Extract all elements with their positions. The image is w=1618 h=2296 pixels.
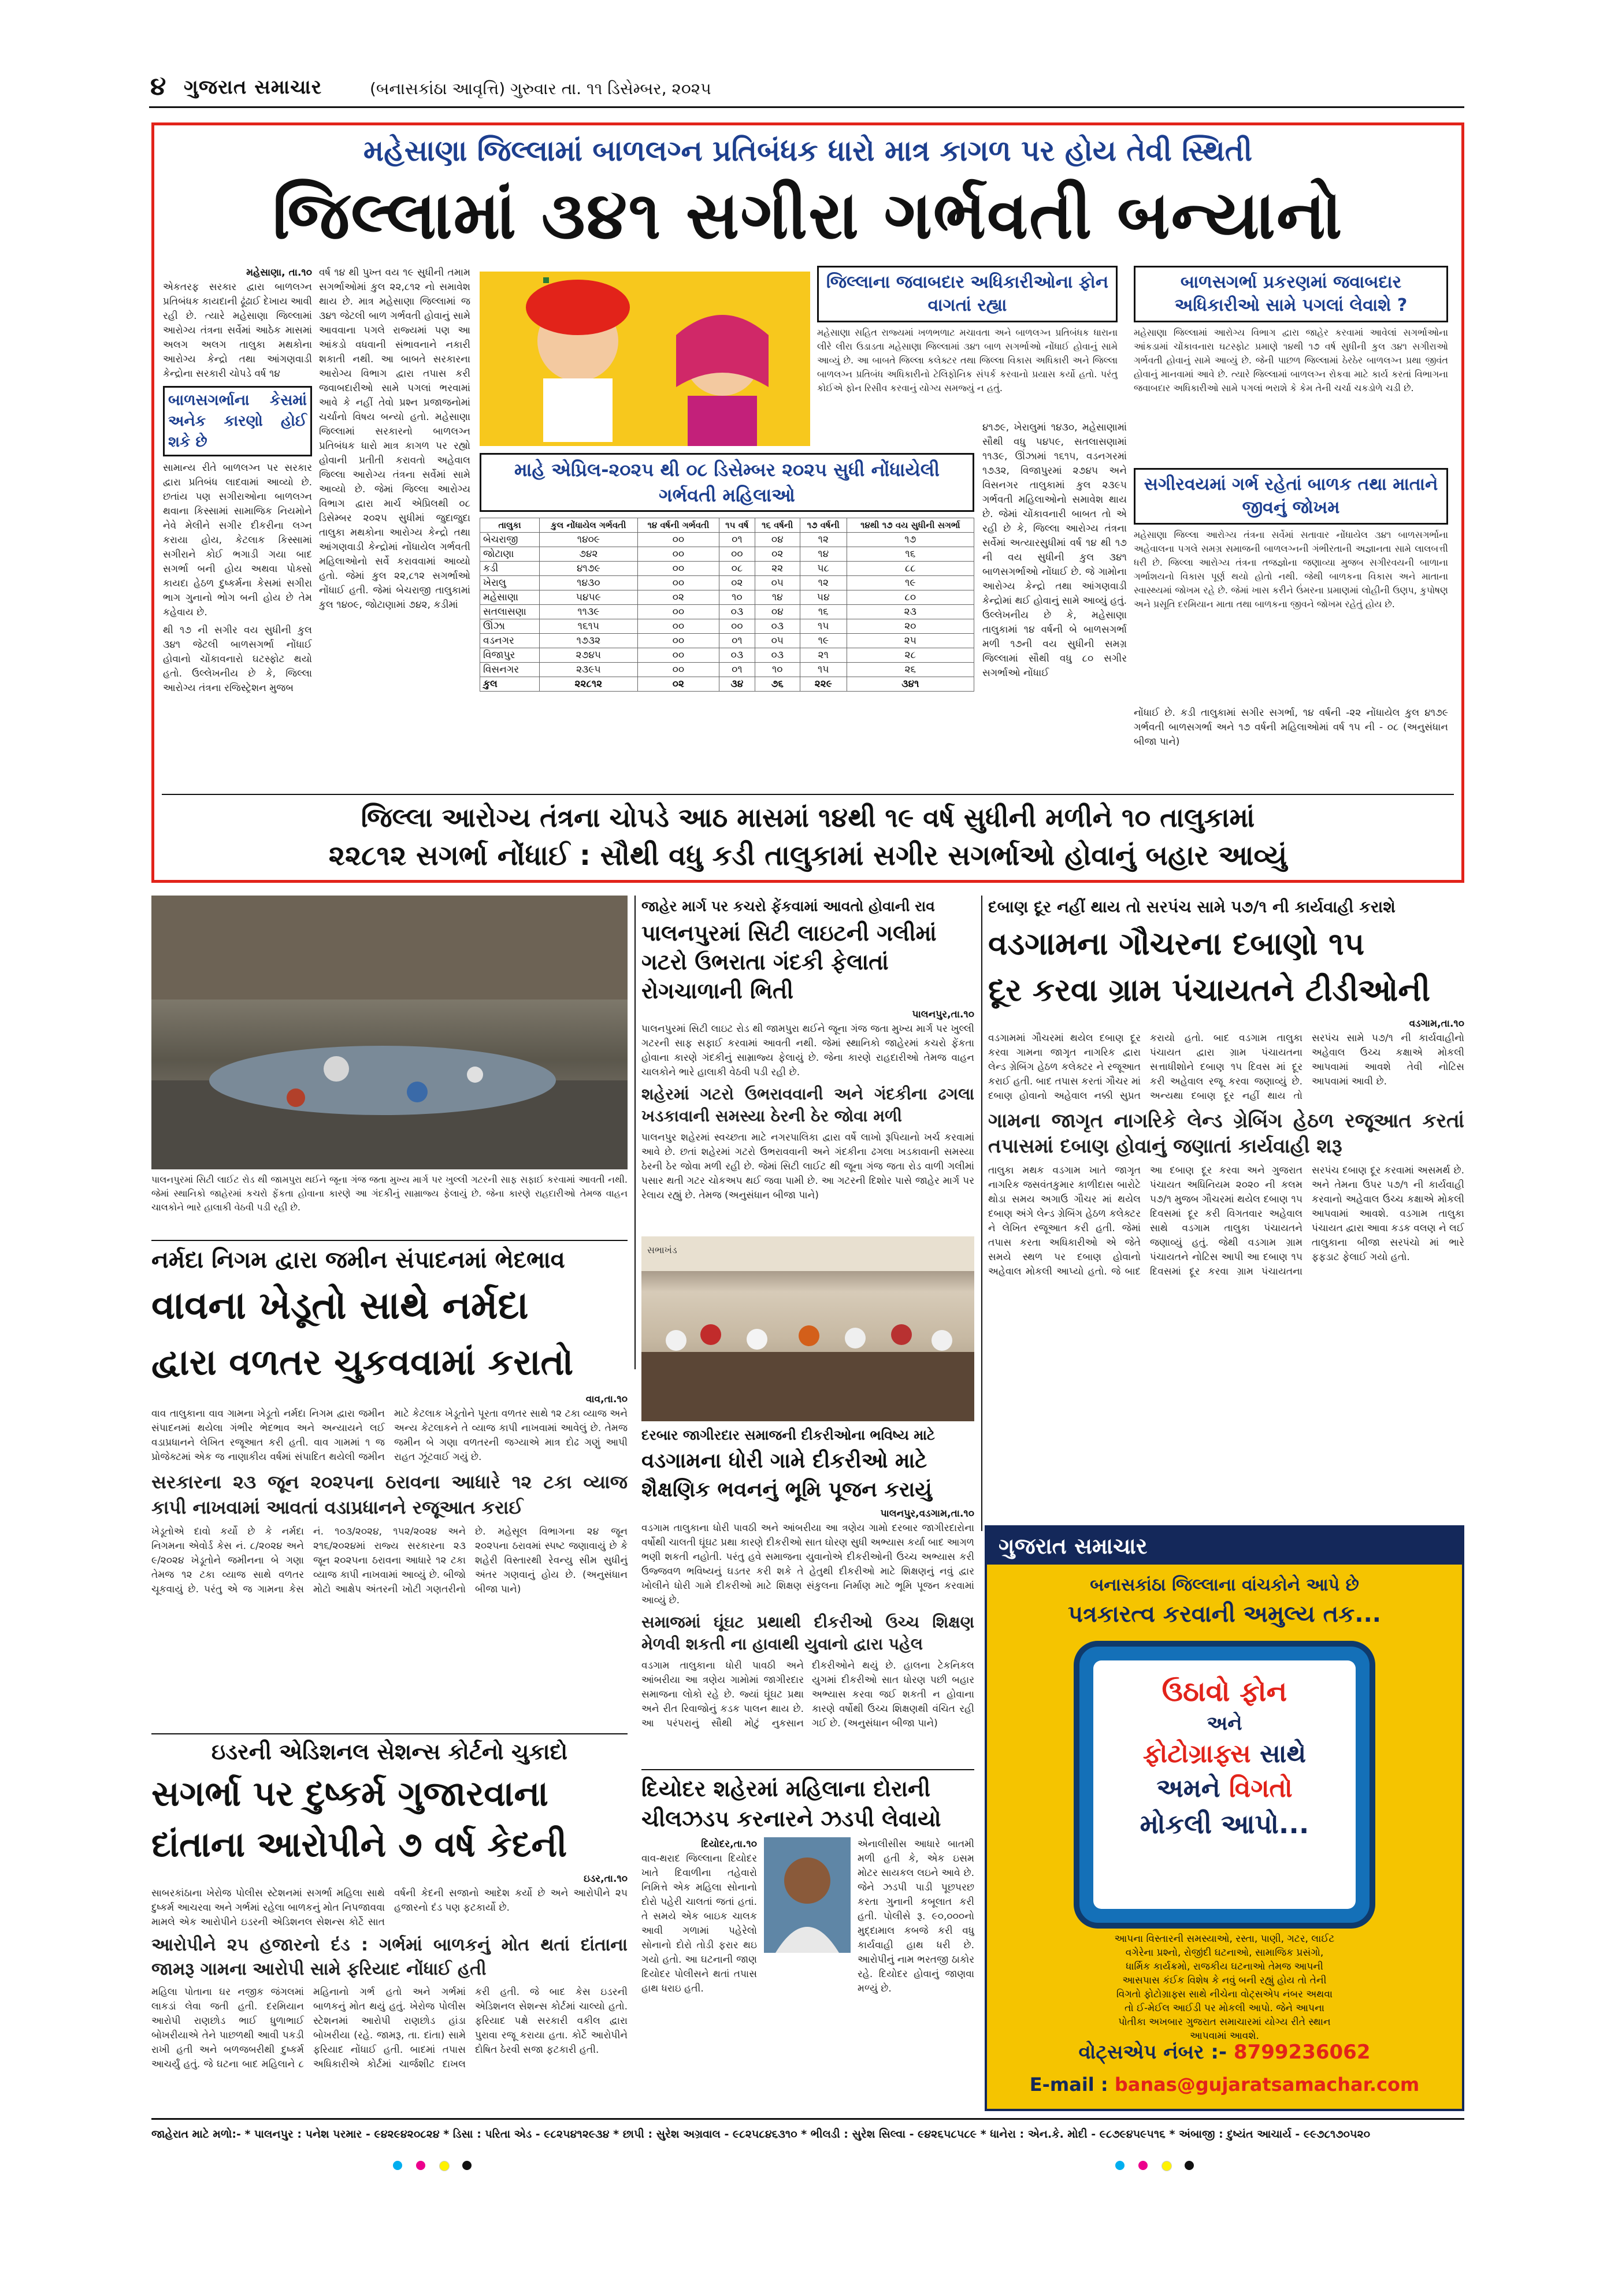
- table-cell: ૦૨: [637, 677, 719, 692]
- palanpur-sub: શહેરમાં ગટરો ઉભરાવવાની અને ગંદકીના ઢગલા ખડકાવાની સમસ્યા ઠેરની ઠેર જોવા મળી: [641, 1084, 974, 1125]
- narmada-dateline: વાવ,તા.૧૦: [585, 1394, 628, 1405]
- vadgam-body-text: તાલુકા મથક વડગામ ખાતે જાગૃત નાગરિક જસવંતકુમાર કાળીદાસ બારોટે થોડા સમય અગાઉ ગૌચર માં થયેલ દબાણ અંગે લેન્ડ ગ્રેબિંગ હેઠળ કલેક્ટર ને લેખિત રજૂઆત કરી હતી. જેમાં તપાસ કરતા અધિકારીઓ એ જેતે સમયે સ્થળ પર દબાણ હોવાનો અહેવાલ મોકલી આપ્યો હતો. જે બાદ આ દબાણ દૂર કરવા અને ગુજરાત પંચાયત અધિનિયમ ૨૦૨૦ ની કલમ ૫૭/૧ મુજબ ગૌચરમાં થયેલ દબાણ ૧૫ દિવસમાં દૂર કરી વિગતવાર અહેવાલ સાથે વડગામ તાલુકા પંચાયતને જણાવ્યું હતું. જેથી વડગામ ગ્રામ પંચાયતને નોટિસ આપી આ દબાણ ૧૫ દિવસમાં દૂર કરવા ગ્રામ પંચાયતના સરપંચ દબાણ દૂર કરવામાં અસમર્થ છે. અને તેમના ઉપર ૫૭/૧ ની કાર્યવાહી કરવાનો અહેવાલ ઉચ્ચ કક્ષાએ મોકલી આપવામાં આવશે. વડગામ તાલુકા પંચાયત દ્વારા આવા કડક વલણ ને લઈ તાલુકાના બીજા સરપંચો માં ભારે ફફડાટ ફેલાઈ ગયો હતો.: [988, 1165, 1464, 1277]
- registration-mark-black: [462, 2161, 472, 2170]
- table-header-cell: ૧૪થી ૧૭ વય સુધીની સગર્ભા: [847, 518, 974, 533]
- phone-line1: ઉઠાવો ફોન: [1161, 1675, 1287, 1708]
- palanpur-headline: પાલનપુરમાં સિટી લાઇટની ગલીમાં ગટરો ઉભરાતા ગંદકી ફેલાતાં રોગચાળાની ભિતી: [641, 920, 937, 1004]
- box-officials-phone: [817, 266, 1118, 415]
- table-cell: ૪૧૭૯: [540, 562, 638, 576]
- palanpur-kicker: જાહેર માર્ગ પર કચરો ફેંકવામાં આવતો હોવાની રાવ: [641, 898, 935, 915]
- table-cell: ૫૪: [800, 590, 847, 605]
- diyodar-text-2: એનાલીસીસ આધારે બાતમી મળી હતી કે, એક ઇસમ મોટર સાયકલ લઇને આવે છે. જેને ઝડપી પાડી પૂછપરછ કરતા ગુનાની કબૂલાત કરી હતી. પોલીસે રૂ. ૯૦,૦૦૦નો મુદ્દામાલ કબજે કરી વધુ કાર્યવાહી હાથ ધરી છે. આરોપીનું નામ ભરતજી ઠાકોર રહે. દિયોદર હોવાનું જાણવા મળ્યું છે.: [858, 1838, 974, 1994]
- table-cell: ૦૦: [637, 562, 719, 576]
- lead-subhead: બાળસગર્ભાના કેસમાં અનેક કારણો હોઈ શકે છે: [168, 392, 307, 451]
- table-cell: ૧૬૧૫: [540, 619, 638, 634]
- table-cell: ૦૨: [719, 576, 755, 590]
- box1-title: જિલ્લાના જવાબદાર અધિકારીઓના ફોન વાગતાં રહ્યા: [826, 272, 1109, 315]
- lead-kicker: મહેસાણા જિલ્લામાં બાળલગ્ન પ્રતિબંધક ધારો માત્ર કાગળ પર હોય તેવી સ્થિતી: [363, 134, 1253, 168]
- box-health-risk: [1134, 468, 1448, 699]
- dhori-dateline: પાલનપુર,વડગામ,તા.૧૦: [880, 1508, 974, 1519]
- advert-body: આપના વિસ્તારની સમસ્યાઓ, રસ્તા, પાણી, ગટર, લાઈટ વગેરેના પ્રશ્નો, રોજીંદી ઘટનાઓ, સામાજિક પ્રસંગો, ધાર્મિક કાર્યક્રમો, રાજકીય ઘટનાઓ તેમજ આપની આસપાસ કંઈક વિશેષ કે નવું બની રહ્યું હોય તો તેની વિગતો ફોટોગ્રાફ્સ સાથે નીચેના વોટ્સએપ નંબર અથવા તો ઈ-મેઈલ આઈડી પર મોકલી આપો. જેને આપના પોતીકા અખબાર ગુજરાત સમાચારમાં યોગ્ય રીતે સ્થાન આપવામાં આવશે.: [1114, 1933, 1335, 2042]
- court-headline-1: સગર્ભા પર દુષ્કર્મ ગુજારવાના: [151, 1774, 548, 1814]
- phone-line5: મોકલી આપો...: [1140, 1808, 1309, 1840]
- table-cell: ૨૩૯૫: [540, 663, 638, 677]
- table-cell: બેચરાજી: [480, 533, 540, 547]
- vadgam-body: [988, 1017, 1464, 1525]
- vadgam-headline-2: દૂર કરવા ગ્રામ પંચાયતને ટીડીઓની: [988, 972, 1431, 1008]
- table-cell: વિજાપુર: [480, 648, 540, 663]
- table-cell: ૦૩: [719, 648, 755, 663]
- table-cell: સતલાસણા: [480, 605, 540, 619]
- table-cell: ૧૧૩૯: [540, 605, 638, 619]
- accused-portrait: [764, 1837, 851, 1953]
- table-title-frame: [480, 453, 974, 512]
- table-cell: ૦૮: [719, 562, 755, 576]
- court-body: [151, 1872, 628, 2110]
- table-cell: ૦૨: [755, 547, 800, 562]
- table-cell: ૧૨: [800, 533, 847, 547]
- court-headline-2: દાંતાના આરોપીને ૭ વર્ષ કેદની: [151, 1825, 567, 1865]
- registration-mark-cyan-2: [1115, 2161, 1125, 2170]
- table-cell: ૧૭૩૨: [540, 634, 638, 648]
- table-cell: ૦૩: [719, 605, 755, 619]
- dhori-body: [641, 1507, 974, 1766]
- diyodar-body-2: [858, 1837, 974, 2109]
- table-cell: ૦૧: [719, 663, 755, 677]
- table-title: માહે એપ્રિલ-૨૦૨૫ થી ૦૮ ડિસેમ્બર ૨૦૨૫ સુધી નોંધાયેલી ગર્ભવતી મહિલાઓ: [514, 459, 940, 506]
- table-cell: ૨૧: [800, 648, 847, 663]
- narmada-sub: સરકારના ૨૩ જૂન ૨૦૨૫ના ઠરાવના આધારે ૧૨ ટકા વ્યાજ કાપી નાખવામાં આવતાં વડાપ્રધાનને રજૂઆત કરાઈ: [151, 1471, 628, 1518]
- dhori-sub: સમાજમાં ઘૂંઘટ પ્રથાથી દીકરીઓ ઉચ્ચ શિક્ષણ મેળવી શકતી ના હાવાથી યુવાનો દ્વારા પહેલ: [641, 1613, 974, 1654]
- lead-col1c-text: થી ૧૭ ની સગીર વય સુધીની કુલ ૩૪૧ જેટલી બાળસગર્ભા નોંધાઈ હોવાનો ચોંકાવનારો ઘટસ્ફોટ થયો હતો. ઉલ્લેખનીય છે કે, જિલ્લા આરોગ્ય તંત્રના રજિસ્ટ્રેશન મુજબ: [163, 625, 312, 694]
- whatsapp-number[interactable]: 8799236062: [1233, 2041, 1371, 2064]
- table-header-cell: ૧૪ વર્ષની ગર્ભવતી: [637, 518, 719, 533]
- table-cell: ૦૫: [755, 576, 800, 590]
- table-cell: ૧૯: [847, 576, 974, 590]
- table-cell: વિસનગર: [480, 663, 540, 677]
- narmada-headline-1: વાવના ખેડૂતો સાથે નર્મદા: [151, 1283, 529, 1328]
- court-body-text: મહિલા પોતાના ઘર નજીક જંગલમાં લાકડાં લેવા જતી હતી. દરમિયાન આરોપી રાણછોડ ભાઈ ધુળાભાઈ બોખરીયાએ તેને પાછળથી આવી પકડી રાખી હતી અને બળજબરીથી દુષ્કર્મ આચર્યું હતું. જે ઘટના બાદ મહિલાને ૮ મહિનાનો ગર્ભ હતો અને ગર્ભમાં બાળકનું મોત થયું હતું. ખેરોજ પોલીસ સ્ટેશનમાં આરોપી રાણછોડ હાંડા બોખરીયા (રહે. જામરૂ, તા. દાંતા) સામે ફરિયાદ નોંધાઈ હતી. બાદમાં તપાસ અધિકારીએ કોર્ટમાં ચાર્જશીટ દાખલ કરી હતી. જે બાદ કેસ ઇડરની એડિશનલ સેશન્સ કોર્ટમાં ચાલ્યો હતો. ફરિયાદ પક્ષે સરકારી વકીલ દ્વારા પુરાવા રજૂ કરાયા હતા. કોર્ટે આરોપીને દોષિત ઠેરવી સજા ફટકારી હતી.: [151, 1986, 628, 2070]
- table-cell: કુલ: [480, 677, 540, 692]
- table-cell: ૦૧: [719, 533, 755, 547]
- dhori-headline: વડગામના ધોરી ગામે દીકરીઓ માટે શૈક્ષણિક ભવનનું ભૂમિ પૂજન કરાયું: [641, 1449, 932, 1502]
- lead-deck-rule: [162, 794, 1454, 795]
- diyodar-top-rule: [641, 1769, 974, 1770]
- table-cell: ૨૨૮૧૨: [540, 677, 638, 692]
- lead-col6-text: નોંધાઈ છે. કડી તાલુકામાં સગીર સગર્ભા, ૧૪ વર્ષની -૨૨ નોંધાયેલ કુલ ૪૧૭૯ ગર્ભવતી બાળસગર્ભા અને ૧૭ વર્ષની મહિલાઓમાં વર્ષ ૧૫ ની - ૦૮ (અનુસંધાન બીજા પાને): [1134, 707, 1448, 748]
- narmada-kicker: નર્મદા નિગમ દ્વારા જમીન સંપાદનમાં ભેદભાવ: [151, 1247, 565, 1273]
- vadgam-dateline: વડગામ,તા.૧૦: [1409, 1018, 1464, 1030]
- table-cell: ૦૨: [637, 590, 719, 605]
- edition-line: (બનાસકાંઠા આવૃત્તિ) ગુરુવાર તા. ૧૧ ડિસેમ્બર, ૨૦૨૫: [370, 79, 711, 98]
- table-cell: ખેરાલુ: [480, 576, 540, 590]
- registration-mark-yellow-2: [1161, 2161, 1172, 2171]
- lead-col1b-text: સામાન્ય રીતે બાળલગ્ન પર સરકાર દ્વારા પ્રતિબંધ લાદવામાં આવ્યો છે. છતાંય પણ સગીરાઓના બાળલગ્ન થવાના કિસ્સામાં સામાજિક નિયમોને નેવે મેલીને સગીર દીકરીના લગ્ન કરાયા હોય, કેટલાક કિસ્સામાં સગીરાને કોઈ ભગાડી ગયા બાદ સગર્ભા બની હોય અથવા પોક્સો કાયદા હેઠળ દુષ્કર્મના કેસમાં સગીરા ભાગ ગુનાનો ભોગ બની હોય છે તેમ કહેવાય છે.: [163, 462, 312, 618]
- vadgam-sub: ગામના જાગૃત નાગરિકે લેન્ડ ગ્રેબિંગ હેઠળ રજૂઆત કરતાં તપાસમાં દબાણ હોવાનું જણાતાં કાર્યવાહી શરૂ: [988, 1109, 1464, 1158]
- advert-line2: પત્રકારત્વ કરવાની અમુલ્ય તક...: [1068, 1601, 1381, 1628]
- lead-headline: જિલ્લામાં ૩૪૧ સગીરા ગર્ભવતી બન્યાનો: [272, 177, 1344, 254]
- palanpur-dateline: પાલનપુર,તા.૧૦: [912, 1009, 974, 1020]
- garbage-icon: [151, 896, 628, 1169]
- table-header-row: [480, 518, 974, 533]
- table-cell: ૧૪૦૯: [540, 533, 638, 547]
- box1-title-frame: [817, 266, 1118, 322]
- paper-name: ગુજરાત સમાચાર: [184, 76, 322, 99]
- table-header-cell: ૧૬ વર્ષની: [755, 518, 800, 533]
- palanpur-gutter-photo: [151, 896, 628, 1169]
- table-cell: ૦૦: [637, 634, 719, 648]
- table-row: [480, 562, 974, 576]
- dhori-photo-label: સભાખંડ: [647, 1244, 677, 1255]
- table-cell: જોટાણા: [480, 547, 540, 562]
- table-cell: ૦૩: [755, 619, 800, 634]
- table-cell: ૭૬: [755, 677, 800, 692]
- diyodar-headline: દિયોદર શહેરમાં મહિલાના દોરાની ચીલઝડપ કરનારને ઝડપી લેવાયો: [641, 1776, 941, 1831]
- email-label: E-mail :: [1029, 2074, 1108, 2096]
- table-row: [480, 648, 974, 663]
- registration-mark-magenta-2: [1138, 2161, 1148, 2170]
- table-cell: ૦૦: [637, 663, 719, 677]
- table-cell: ૦૩: [755, 648, 800, 663]
- table-cell: ૧૫: [800, 663, 847, 677]
- table-cell: કડી: [480, 562, 540, 576]
- col-divider-1: [634, 896, 636, 1369]
- lead-column-2: [319, 266, 470, 848]
- narmada-body: [151, 1392, 628, 1727]
- table-body: [480, 533, 974, 692]
- vadgam-lead-text: વડગામમાં ગૌચરમાં થયેલ દબાણ દૂર કરવા ગામના જાગૃત નાગરિક દ્વારા લેન્ડ ગ્રેબિંગ હેઠળ કલેક્ટર ને રજૂઆત કરાઈ હતી. બાદ તપાસ કરતાં ગૌચર માં દબાણ હોવાનો અહેવાલ નક્કી સુપ્રત કરાયો હતો. બાદ વડગામ તાલુકા પંચાયત દ્વારા ગ્રામ પંચાયતના સત્તાધીશોને દબાણ ૧૫ દિવસ માં દૂર કરી અહેવાલ રજૂ કરવા જણાવ્યું છે. અન્યથા દબાણ દૂર નહીં થાય તો સરપંચ સામે ૫૭/૧ ની કાર્યવાહીનો અહેવાલ ઉચ્ચ કક્ષાએ મોકલી આપવામાં આવશે તેવી નોટિસ આપવામાં આવી છે.: [988, 1032, 1464, 1102]
- table-cell: ૫૪૫૯: [540, 590, 638, 605]
- table-row: [480, 663, 974, 677]
- table-cell: ૨૫: [847, 634, 974, 648]
- crowd-icon: [641, 1236, 974, 1421]
- table-cell: ૧૪૩૦: [540, 576, 638, 590]
- table-cell: ૨૦: [847, 619, 974, 634]
- table-cell: ૨૭૪૫: [540, 648, 638, 663]
- table-cell: ૮૦: [847, 590, 974, 605]
- page-number: ૪: [150, 72, 166, 101]
- lead-column-1: [163, 266, 312, 848]
- phone-screen: [1093, 1660, 1356, 1909]
- narmada-body-text: ખેડૂતોએ દાવો કર્યો છે કે નર્મદા નિગમના એવોર્ડ કેસ નં. ૮/૨૦૨૪ અને ૯/૨૦૨૪ ખેડૂતોને જમીનના બે ગણા તેમજ ૧૨ ટકા વ્યાજ સાથે વળતર ચૂકવાયું છે. પરંતુ એ જ ગામના કેસ નં. ૧૦૩/૨૦૨૪, ૧૫૨/૨૦૨૪ અને ૨૧૬/૨૦૨૪માં રાજ્ય સરકારના ૨૩ જૂન ૨૦૨૫ના ઠરાવના આધારે ૧૨ ટકા વ્યાજ કાપી નાખવામાં આવ્યું છે. બીજો મોટો આક્ષેપ અંતરની ખોટી ગણતરીનો છે. મહેસૂલ વિભાગના ૨૪ જૂન ૨૦૨૫ના ઠરાવમાં સ્પષ્ટ જણાવાયું છે કે શહેરી વિસ્તારથી રેવન્યુ સીમ સુધીનું અંતર ગણવાનું હોય છે. (અનુસંધાન બીજા પાને): [151, 1526, 628, 1595]
- masthead-rule: [149, 106, 1464, 108]
- phone-line4b: વિગતો: [1229, 1774, 1293, 1803]
- table-row: [480, 619, 974, 634]
- table-cell: ૫૮: [800, 562, 847, 576]
- registration-mark-magenta: [416, 2161, 425, 2170]
- table-row: [480, 605, 974, 619]
- table-cell: ૦૦: [719, 619, 755, 634]
- narmada-headline-2: દ્વારા વળતર ચુકવવામાં કરાતો: [151, 1341, 574, 1383]
- lead-deck-line2: ૨૨૮૧૨ સગર્ભા નોંધાઈ : સૌથી વધુ કડી તાલુકામાં સગીર સગર્ભાઓ હોવાનું બહાર આવ્યું: [328, 839, 1287, 872]
- table-cell: ઊંઝા: [480, 619, 540, 634]
- dhori-kicker: દરબાર જાગીરદાર સમાજની દીકરીઓના ભવિષ્ય માટે: [641, 1427, 935, 1443]
- table-row: [480, 634, 974, 648]
- col-divider-2: [981, 896, 982, 1531]
- table-row: [480, 576, 974, 590]
- narmada-lead-text: વાવ તાલુકાના વાવ ગામના ખેડૂતો નર્મદા નિગમ દ્વારા જમીન સંપાદનમાં થયેલા ગંભીર ભેદભાવ અને અન્યાયને લઈ વડાપ્રધાનને લેખિત રજૂઆત કરી હતી. વાવ ગામમાં ૧ જ પ્રોજેક્ટમાં એક જ નાણાકીય વર્ષમાં સંપાદિત થયેલી જમીન માટે કેટલાક ખેડૂતોને પૂરતા વળતર સાથે ૧૨ ટકા વ્યાજ અને અન્ય કેટલાકને તે વ્યાજ કાપી નાખવામાં આવેલું છે. તેમજ જમીન બે ગણા વળતરની જગ્યાએ માત્ર દોઢ ગણું આપી રાહત ઝૂંટવાઈ ગયું છે.: [151, 1408, 628, 1463]
- pregnancy-table-box: [480, 453, 974, 844]
- diyodar-dateline: દિયોદર,તા.૧૦: [701, 1838, 757, 1850]
- lead-col5-text: ૪૧૭૯, ખેરાલુમાં ૧૪૩૦, મહેસાણામાં સૌથી વધુ ૫૪૫૯, સતલાસણામાં ૧૧૩૯, ઊંઝામાં ૧૬૧૫, વડનગરમાં ૧૭૩૨, વિજાપુરમાં ૨૭૪૫ અને વિસનગર તાલુકામાં કુલ ૨૩૯૫ ગર્ભવતી મહિલાઓનો સમાવેશ થાય છે. જેમાં ચોંકાવનારી બાબત તો એ રહી છે કે, જિલ્લા આરોગ્ય તંત્રના સર્વેમાં અત્યારસુધીમાં વર્ષ ૧૪ થી ૧૭ ની વય સુધીની કુલ ૩૪૧ બાળસગર્ભાઓ નોંધાઈ છે. જે ગામોના આરોગ્ય કેન્દ્રો તથા આંગણવાડી કેન્દ્રોમાં થઈ હોવાનું સામે આવ્યું હતું. ઉલ્લેખનીય છે કે, મહેસાણા તાલુકામાં ૧૪ વર્ષની બે બાળસગર્ભા મળી ૧૭ની વય સુધીની સમગ્ર જિલ્લામાં સૌથી વધુ ૮૦ સગીર સગર્ભાઓ નોંધાઈ: [982, 422, 1127, 679]
- box2-title: બાળસગર્ભા પ્રકરણમાં જવાબદાર અધિકારીઓ સામે પગલાં લેવાશે ?: [1174, 272, 1408, 315]
- registration-mark-black-2: [1185, 2161, 1194, 2170]
- box3-title-frame: [1134, 468, 1448, 525]
- box1-text: મહેસાણા સહિત રાજ્યમાં ખળભળાટ મચાવતા અને બાળલગ્ન પ્રતિબંધક ધારાના લીરે લીરા ઉડાડતા મહેસાણા જિલ્લામાં ૩૪૧ બાળ સગર્ભાઓ નોંધાઈ હોવાનું સામે આવ્યું છે. આ બાબતે જિલ્લા કલેક્ટર તથા જિલ્લા વિકાસ અધિકારી અને જિલ્લા બાળલગ્ન પ્રતિબંધ અધિકારીનો ટેલિફોનિક સંપર્ક કરવાનો પ્રયાસ કર્યો હતો. પરંતુ કોઈએ ફોન રિસીવ કરવાનું યોગ્ય સમજ્યું ન હતું.: [817, 327, 1118, 393]
- court-sub: આરોપીને ૨૫ હજારનો દંડ : ગર્ભમાં બાળકનું મોત થતાં દાંતાના જામરૂ ગામના આરોપી સામે ફરિયાદ નોંધાઈ હતી: [151, 1935, 628, 1979]
- table-cell: ૦૦: [637, 576, 719, 590]
- table-cell: ૦૪: [755, 605, 800, 619]
- court-kicker: ઇડરની એડિશનલ સેશન્સ કોર્ટનો ચુકાદો: [211, 1739, 568, 1764]
- advert-whatsapp-row: [987, 2036, 1462, 2068]
- advert-email-row: [987, 2068, 1462, 2101]
- table-cell: ૦૦: [637, 533, 719, 547]
- table-cell: ૧૪: [800, 547, 847, 562]
- palanpur-lead-text: પાલનપુરમાં સિટી લાઇટ રોડ થી જામપુરા થઈને જૂના ગંજ જતા મુખ્ય માર્ગ પર ખુલ્લી ગટરની સાફ સફાઈ કરવામાં આવતી નથી. જેમાં સ્થાનિકો જાહેરમાં કચરો ફેંકતા હોવાના કારણે ગંદકીનું સામ્રાજ્ય ફેલાયું છે. જેના કારણે રાહદારીઓ તેમજ વાહન ચાલકોને ભારે હાલાકી વેઠવી પડી રહી છે.: [641, 1023, 974, 1078]
- box-action-officials: [1134, 266, 1448, 461]
- pregnancy-table: [480, 518, 974, 692]
- diyodar-body-1: [641, 1837, 757, 2109]
- table-cell: ૭૪૨: [540, 547, 638, 562]
- dhori-lead-text: વડગામ તાલુકાના ધોરી પાવઠી અને આંબરીયા આ ત્રણેય ગામો દરબાર જાગીરદારોના વર્ષોથી ચાલતી ઘૂંઘટ પ્રથા કારણે દીકરીઓ સાત ઘોરણ સુધી અભ્યાસ કર્યા બાદ આગળ ભણી શકતી નહોતી. પરંતુ હવે સમાજના યુવાનોએ દીકરીઓની ઉચ્ચ અભ્યાસ કરી ઉજ્જવળ ભવિષ્યનું ઘડતર કરી શકે તે હેતુથી દીકરીઓ માટે શિક્ષણનું નવું દ્વાર ખોલીને ધોરી ગામે દીકરીઓ માટે શિક્ષણ સંકુલના નિર્માણ માટે ભૂમિ પૂજન કરવામાં આવ્યું છે.: [641, 1522, 974, 1606]
- table-cell: ૨૩: [847, 605, 974, 619]
- table-cell: ૮૮: [847, 562, 974, 576]
- footer-rule: [151, 2118, 1464, 2120]
- phone-line4a: અમને: [1156, 1774, 1220, 1803]
- table-cell: ૨૮: [847, 648, 974, 663]
- table-header-cell: તાલુકા: [480, 518, 540, 533]
- table-cell: ૦૦: [637, 619, 719, 634]
- table-row: [480, 677, 974, 692]
- table-cell: ૧૭: [847, 533, 974, 547]
- court-dateline: ઇડર,તા.૧૦: [584, 1873, 628, 1885]
- table-header-cell: ૧૫ વર્ષ: [719, 518, 755, 533]
- table-cell: ૨૬: [847, 663, 974, 677]
- child-bride-illustration-icon: [480, 272, 810, 446]
- table-cell: ૧૦: [719, 590, 755, 605]
- court-lead-text: સાબરકાંઠાના ખેરોજ પોલીસ સ્ટેશનમાં સગર્ભા મહિલા સાથે દુષ્કર્મ આચરવા અને ગર્ભમાં રહેલા બાળકનું મોત નિપજાવવા મામલે એક આરોપીને ઇડરની એડિશનલ સેશન્સ કોર્ટે સાત વર્ષની કેદની સજાનો આદેશ કર્યો છે અને આરોપીને ૨૫ હજારનો દંડ પણ ફટકાર્યો છે.: [151, 1888, 628, 1928]
- person-icon: [764, 1837, 851, 1953]
- table-cell: ૧૬: [847, 547, 974, 562]
- table-cell: ૦૪: [755, 533, 800, 547]
- table-cell: ૦૧: [719, 634, 755, 648]
- table-cell: ૩૪૧: [847, 677, 974, 692]
- lead-subhead-box: [163, 386, 312, 456]
- table-cell: ૩૪: [719, 677, 755, 692]
- table-cell: મહેસાણા: [480, 590, 540, 605]
- registration-mark-cyan: [393, 2161, 402, 2170]
- table-cell: ૨૨૯: [800, 677, 847, 692]
- table-cell: ૦૫: [755, 634, 800, 648]
- registration-mark-yellow: [439, 2161, 450, 2171]
- table-header-cell: ૧૭ વર્ષની: [800, 518, 847, 533]
- phone-line2: અને: [1207, 1712, 1242, 1735]
- court-top-rule: [151, 1733, 628, 1734]
- box2-text: મહેસાણા જિલ્લામાં આરોગ્ય વિભાગ દ્વારા જાહેર કરવામાં આવેલાં સગર્ભાઓના આંકડામાં ચોંકાવનારા ઘટસ્ફોટ પ્રમાણે ૧૪થી ૧૭ વર્ષ સુધીની કુલ ૩૪૧ સગીરાઓ ગર્ભવતી હોવાનું સામે આવ્યું છે. જેની પાછળ જિલ્લામાં ઠેરઠેર બાળલગ્ન પ્રથા જીવંત હોવાનું માનવામાં આવે છે. ત્યારે જિલ્લામાં બાળલગ્ન રોકવા માટે કાર્ય કરતાં વિભાગના જવાબદાર અધિકારીઓ સામે પગલાં ભરાશે કે કેમ તેની ચર્ચા ચકડોળે ચડી છે.: [1134, 327, 1448, 393]
- table-row: [480, 533, 974, 547]
- phone-line3b: સાથે: [1259, 1739, 1307, 1769]
- table-cell: ૧૯: [800, 634, 847, 648]
- table-cell: ૦૦: [719, 547, 755, 562]
- box3-text: મહેસાણા જિલ્લા આરોગ્ય તંત્રના સર્વેમાં સતાવાર નોંધાયેલ ૩૪૧ બાળસગર્ભાના અહેવાલના પગલે સમગ્ર સમાજની બાળલગ્નની ગંભીરતાની અજ્ઞાનતા સામે લાલબત્તી ધરી છે. જિલ્લા આરોગ્ય તંત્રના તજજ્ઞોના જણાવ્યા મુજબ સગીરવયની બાળાના ગર્ભાશયનો વિકાસ પૂર્ણ થયો હોતો નથી. જેથી બાળકના વિકાસ અને માતાના સ્વાસ્થ્યમાં જોખમ રહે છે. જેમાં ખાસ કરીને ઉંમરના પ્રમાણમાં લોહીની ઉણપ, કુપોષણ અને પ્રસૂતિ દરમિયાન માતા તથા બાળકના જીવને જોખમ રહેતું હોય છે.: [1134, 529, 1448, 610]
- box2-title-frame: [1134, 266, 1448, 322]
- whatsapp-label: વોટ્સએપ નંબર :-: [1078, 2041, 1227, 2064]
- table-cell: ૦૦: [637, 605, 719, 619]
- vadgam-headline-1: વડગામના ગૌચરના દબાણો ૧૫: [988, 926, 1365, 962]
- child-bride-illustration: [480, 272, 810, 446]
- table-cell: ૧૨: [800, 576, 847, 590]
- table-cell: ૦૦: [637, 547, 719, 562]
- table-cell: ૧૪: [755, 590, 800, 605]
- advert-line1: બનાસકાંઠા જિલ્લાના વાંચકોને આપે છે: [1090, 1575, 1359, 1595]
- lead-col1-text: એકતરફ સરકાર દ્વારા બાળલગ્ન પ્રતિબંધક કાયદાની ઢૂંઢાઈ દેખાય આવી રહી છે. ત્યારે મહેસાણા જિલ્લામાં આરોગ્ય તંત્રના સર્વેમાં આઠેક માસમાં અલગ અલગ તાલુકા મથકોના આરોગ્ય કેન્દ્રો તથા આંગણવાડી કેન્દ્રોના સરકારી ચોપડે વર્ષ ૧૪: [163, 281, 312, 380]
- email-address[interactable]: banas@gujaratsamachar.com: [1114, 2074, 1420, 2096]
- table-cell: ૨૨: [755, 562, 800, 576]
- table-header-cell: કુલ નોંધાયેલ ગર્ભવતી: [540, 518, 638, 533]
- table-row: [480, 590, 974, 605]
- table-cell: ૧૦: [755, 663, 800, 677]
- palanpur-body-text: પાલનપુર શહેરમાં સ્વચ્છતા માટે નગરપાલિકા દ્વારા વર્ષે લાખો રૂપિયાનો ખર્ચ કરવામાં આવે છે. છતાં શહેરમાં ગટરો ઉભરાવવાની અને ગંદકીના ઢગલા ખડકાવાની સમસ્યા ઠેરની ઠેર જોવા મળી રહી છે. જેમાં સિટી લાઈટ થી જૂના ગંજ જતા રોડ વાળી ગલીમાં પસાર થતી ગટર ચોકઅપ થઈ જવા પામી છે. આ ગટરની દિશોર પાસે જાહેર માર્ગ પર રેલાય રહ્યું છે. તેમજ (અનુસંધાન બીજા પાને): [641, 1132, 974, 1201]
- dhori-body-text: વડગામ તાલુકાના ધોરી પાવઠી અને આંબરીયા આ ત્રણેય ગામોમાં જાગીરદાર સમાજના લોકો રહે છે. જ્યાં ઘૂંઘટ પ્રથા અને રીત રિવાજોનું કડક પાલન થાય છે. આ પરંપરાનું સૌથી મોટું નુકસાન દીકરીઓને થયું છે. હાલના ટેકનિકલ યુગમાં દીકરીઓ સાત ધોરણ પછી બહાર અભ્યાસ કરવા જઈ શકતી ન હોવાના કારણે વર્ષોથી ઉચ્ચ શિક્ષણથી વંચિત રહી ગઈ છે. (અનુસંધાન બીજા પાને): [641, 1660, 974, 1729]
- vadgam-kicker: દબાણ દૂર નહીં થાય તો સરપંચ સામે ૫૭/૧ ની કાર્યવાહી કરાશે: [988, 897, 1396, 916]
- narmada-top-rule: [151, 1240, 628, 1241]
- lead-deck-line1: જિલ્લા આરોગ્ય તંત્રના ચોપડે આઠ માસમાં ૧૪થી ૧૯ વર્ષ સુધીની મળીને ૧૦ તાલુકામાં: [361, 802, 1255, 833]
- table-cell: ૧૬: [800, 605, 847, 619]
- table-cell: વડનગર: [480, 634, 540, 648]
- table-cell: ૦૦: [637, 648, 719, 663]
- phone-line3a: ફોટોગ્રાફ્સ: [1142, 1739, 1251, 1769]
- lead-dateline: મહેસાણા, તા.૧૦: [246, 267, 312, 278]
- footer-contacts: જાહેરાત માટે મળો:- * પાલનપુર : પનેશ પરમાર - ૯૪૨૯૪૨૦૮૨૪ * ડિસા : પરિતા એડ - ૯૮૨૫૪૧૨૯૩૪ * છાપી : સુરેશ અગ્રવાલ - ૯૮૨૫૮૪૬૩૧૦ * ભીલડી : સુરેશ સિલ્વા - ૯૪૨૬૫૮૫૮૯ * ધાનેરા : એન.કે. મોદી - ૯૮૭૯૪૫૯૫૧૬ * અંબાજી : દુષ્યંત આચાર્ય - ૯૯૭૮૧૭૦૫૨૦: [151, 2128, 1371, 2141]
- lead-column-5: [982, 421, 1127, 848]
- table-row: [480, 547, 974, 562]
- lead-col2-text: વર્ષ ૧૪ થી પુખ્ત વય ૧૯ સુધીની તમામ સગર્ભાઓમાં કુલ ૨૨,૮૧૨ નો સમાવેશ થાય છે. માત્ર મહેસાણા જિલ્લામાં જ ૩૪૧ જેટલી બાળ ગર્ભવતી હોવાનું સામે આવવાના પગલે રાજ્યમાં પણ આ આંકડો વધવાની સંભાવનાને નકારી શકાતી નથી. આ બાબતે સરકારના આરોગ્ય વિભાગ દ્વારા તપાસ કરી જવાબદારીઓ સામે પગલાં ભરવામાં આવે કે નહીં તેવો પ્રશ્ન પ્રજાજનોમાં ચર્ચાનો વિષય બન્યો હતો. મહેસાણા જિલ્લામાં સરકારનો બાળલગ્ન પ્રતિબંધક ધારો માત્ર કાગળ પર રહ્યો હોવાની પ્રતીતી કરાવતો અહેવાલ જિલ્લા આરોગ્ય તંત્રના સર્વેમાં સામે આવ્યો છે. જેમાં જિલ્લા આરોગ્ય વિભાગ દ્વારા માર્ચ એપ્રિલથી ૦૮ ડિસેમ્બર ૨૦૨૫ સુધીમાં જુદાજુદા તાલુકા મથકોના આરોગ્ય કેન્દ્રો તથા આંગણવાડી કેન્દ્રોમાં નોંધાયેલ ગર્ભવતી મહિલાઓનો સર્વે કરાવવામાં આવ્યો હતો. જેમાં કુલ ૨૨,૮૧૨ સગર્ભાઓ નોંધાઈ હતી. જેમાં બેચરાજી તાલુકામાં કુલ ૧૪૦૯, જોટાણામાં ૭૪૨, કડીમાં: [319, 267, 470, 611]
- dhori-ceremony-photo: [641, 1236, 974, 1421]
- advert-brand: ગુજરાત સમાચાર: [987, 1528, 1462, 1565]
- box3-title: સગીરવયમાં ગર્ભ રહેતાં બાળક તથા માતાને જીવનું જોખમ: [1144, 474, 1438, 518]
- palanpur-photo-caption: પાલનપુરમાં સિટી લાઈટ રોડ થી જામપુરા થઈને જૂના ગંજ જતા મુખ્ય માર્ગ પર ખુલ્લી ગટરની સાફ સફાઈ કરવામાં આવતી નથી. જેમાં સ્થાનિકો જાહેરમાં કચરો ફેંકતા હોવાના કારણે આ ગંદકીનું સામ્રાજ્ય ફેલાયું છે. જેના કારણે રાહદારીઓ તેમજ વાહન ચાલકોને ભારે હાલાકી વેઠવી પડી રહી છે.: [151, 1174, 628, 1213]
- table-cell: ૧૫: [800, 619, 847, 634]
- diyodar-text-1: વાવ-થરાદ જિલ્લાના દિયોદર ખાતે દિવાળીના તહેવારો નિમિત્તે એક મહિલા સોનાનો દોરો પહેરી ચાલતાં જતાં હતાં. તે સમયે એક બાઇક ચાલક આવી ગળામાં પહેરેલો સોનાનો દોરો તોડી ફરાર થઇ ગયો હતો. આ ઘટનાની જાણ દિયોદર પોલીસને થતાં તપાસ હાથ ધરાઇ હતી.: [641, 1853, 757, 1994]
- phone-graphic: [1074, 1641, 1375, 1929]
- advert-box: [985, 1525, 1464, 2111]
